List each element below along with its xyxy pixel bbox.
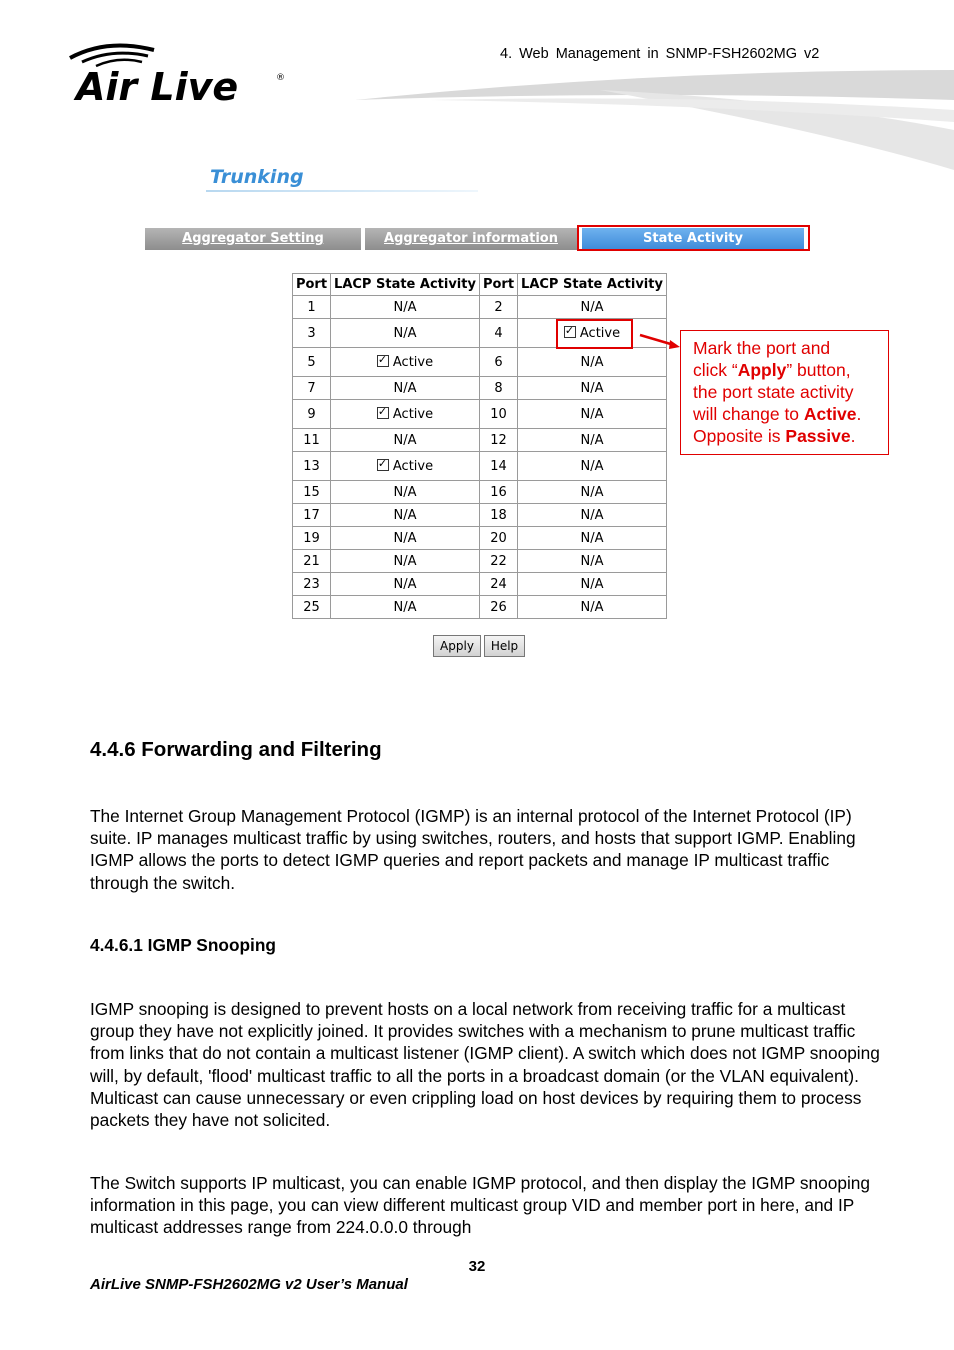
- state-cell: [518, 452, 667, 481]
- trunking-title: Trunking: [210, 166, 304, 188]
- port-cell: [293, 452, 331, 481]
- port-number: 19: [303, 530, 320, 546]
- tab-highlight-box: [577, 225, 810, 251]
- subsection-heading: 4.4.6.1 IGMP Snooping: [90, 935, 276, 955]
- port-number: 2: [494, 299, 503, 315]
- port-number: 24: [490, 576, 507, 592]
- port-cell: [480, 348, 518, 377]
- port-cell: [293, 527, 331, 550]
- port-number: 21: [303, 553, 320, 569]
- title-underline: [206, 190, 478, 192]
- state-cell: [331, 573, 480, 596]
- port-number: 8: [494, 380, 503, 396]
- port-number: 4: [494, 325, 503, 341]
- chapter-header: 4. Web Management in SNMP-FSH2602MG v2: [500, 46, 820, 62]
- state-label: N/A: [393, 325, 417, 341]
- svg-text:®: ®: [276, 73, 285, 83]
- state-label: N/A: [580, 553, 604, 569]
- table-row: [293, 596, 667, 619]
- port-number: 11: [303, 432, 320, 448]
- table-header-row: [293, 274, 667, 296]
- table-row: [293, 504, 667, 527]
- port-cell: [480, 550, 518, 573]
- port-cell: [480, 504, 518, 527]
- state-cell: [518, 504, 667, 527]
- state-label: N/A: [393, 380, 417, 396]
- state-cell: [518, 596, 667, 619]
- port-cell: [480, 573, 518, 596]
- state-cell: [331, 452, 480, 481]
- state-label: N/A: [580, 458, 604, 474]
- state-cell: [518, 481, 667, 504]
- port-cell: [480, 400, 518, 429]
- port-number: 18: [490, 507, 507, 523]
- state-label: N/A: [580, 507, 604, 523]
- state-label: N/A: [580, 354, 604, 370]
- manual-title: AirLive SNMP-FSH2602MG v2 User’s Manual: [90, 1276, 408, 1293]
- state-label: Active: [579, 325, 621, 341]
- callout-line: will change to Active.: [693, 404, 862, 424]
- state-label: N/A: [580, 299, 604, 315]
- port-number: 17: [303, 507, 320, 523]
- port-cell: [480, 596, 518, 619]
- state-label: N/A: [393, 507, 417, 523]
- tab-state-activity[interactable]: State Activity: [582, 228, 804, 250]
- section-heading: 4.4.6 Forwarding and Filtering: [90, 738, 382, 761]
- state-label: N/A: [580, 432, 604, 448]
- state-label: N/A: [580, 406, 604, 422]
- port-cell: [480, 296, 518, 319]
- state-cell: [331, 400, 480, 429]
- port-cell: [480, 319, 518, 348]
- port-number: 12: [490, 432, 507, 448]
- state-label: N/A: [580, 599, 604, 615]
- port-cell: [293, 429, 331, 452]
- port-cell: [480, 452, 518, 481]
- state-label: Active: [392, 354, 434, 370]
- port-number: 5: [307, 354, 316, 370]
- help-button[interactable]: Help: [484, 635, 525, 657]
- port-number: 14: [490, 458, 507, 474]
- port-number: 1: [307, 299, 316, 315]
- port-cell: [293, 319, 331, 348]
- port-cell: [480, 429, 518, 452]
- port-cell: [293, 573, 331, 596]
- state-cell: [331, 319, 480, 348]
- state-cell: [518, 377, 667, 400]
- state-label: N/A: [393, 432, 417, 448]
- state-label: N/A: [393, 299, 417, 315]
- port-cell: [293, 550, 331, 573]
- tab-aggregator-setting[interactable]: Aggregator Setting: [145, 228, 361, 250]
- port-cell: [480, 481, 518, 504]
- state-label: N/A: [580, 530, 604, 546]
- port-cell: [293, 400, 331, 429]
- page-number: 32: [468, 1258, 486, 1275]
- port-4-highlight-box: [556, 319, 633, 349]
- table-row: [293, 348, 667, 377]
- state-cell: [331, 481, 480, 504]
- table-row: [293, 527, 667, 550]
- callout-line: Mark the port and: [693, 338, 831, 358]
- state-label: Active: [392, 458, 434, 474]
- state-cell: [518, 429, 667, 452]
- column-header: LACP State Activity: [331, 274, 480, 296]
- state-label: N/A: [393, 484, 417, 500]
- port-cell: [293, 296, 331, 319]
- state-label: N/A: [393, 576, 417, 592]
- checkbox-checked[interactable]: [377, 459, 389, 471]
- column-header: Port: [480, 274, 518, 296]
- state-cell: [331, 550, 480, 573]
- port-cell: [293, 377, 331, 400]
- column-header: LACP State Activity: [518, 274, 667, 296]
- state-cell: [331, 296, 480, 319]
- port-number: 10: [490, 406, 507, 422]
- state-label: N/A: [393, 530, 417, 546]
- state-cell: [518, 573, 667, 596]
- checkbox-checked[interactable]: [377, 355, 389, 367]
- port-cell: [293, 596, 331, 619]
- port-number: 23: [303, 576, 320, 592]
- port-number: 3: [307, 325, 316, 341]
- state-cell: [518, 527, 667, 550]
- paragraph: IGMP snooping is designed to prevent hosts on a local network from receiving traffic for a multicast group they have not explicitly joined. It provides switches with a mechanism to prune multicast traffic from links that do not contain a multicast listener (IGMP client). A switch which does not IGMP snooping will, by default, 'flood' multicast traffic to all the ports in a broadcast domain (or the VLAN equivalent). Multicast can cause unnecessary or even crippling load on host devices by requiring them to process packets they have not solicited.: [90, 999, 880, 1131]
- state-label: N/A: [393, 599, 417, 615]
- table-row: [293, 377, 667, 400]
- port-number: 15: [303, 484, 320, 500]
- port-cell: [293, 504, 331, 527]
- table-row: [293, 550, 667, 573]
- state-cell: [518, 550, 667, 573]
- port-number: 6: [494, 354, 503, 370]
- port-number: 7: [307, 380, 316, 396]
- port-number: 16: [490, 484, 507, 500]
- checkbox-checked[interactable]: [377, 407, 389, 419]
- paragraph: The Internet Group Management Protocol (IGMP) is an internal protocol of the Internet Protocol (IP) suite. IP manages multicast traffic by using switches, routers, and hosts that support IGMP. Enabling IGMP allows the ports to detect IGMP queries and report packets and manage IP multicast traffic through the switch.: [90, 806, 856, 893]
- table-row: [293, 429, 667, 452]
- callout-line: the port state activity: [693, 382, 854, 402]
- table-row: [293, 296, 667, 319]
- port-number: 25: [303, 599, 320, 615]
- state-label: N/A: [580, 484, 604, 500]
- svg-text:Air Live: Air Live: [76, 65, 239, 109]
- paragraph: The Switch supports IP multicast, you can enable IGMP protocol, and then display the IGMP snooping information in this page, you can view different multicast group VID and member port in here, and IP multicast addresses range from 224.0.0.0 through: [90, 1173, 871, 1238]
- column-header: Port: [293, 274, 331, 296]
- port-number: 9: [307, 406, 316, 422]
- state-cell: [518, 296, 667, 319]
- state-label: N/A: [393, 553, 417, 569]
- state-cell: [331, 504, 480, 527]
- port-number: 13: [303, 458, 320, 474]
- port-cell: [480, 527, 518, 550]
- port-number: 22: [490, 553, 507, 569]
- table-row: [293, 452, 667, 481]
- port-cell: [293, 481, 331, 504]
- table-row: [293, 481, 667, 504]
- tab-aggregator-information[interactable]: Aggregator information: [365, 228, 577, 250]
- instruction-callout: [680, 330, 889, 455]
- callout-arrow-icon: [636, 332, 682, 352]
- table-row: [293, 573, 667, 596]
- port-cell: [293, 348, 331, 377]
- state-cell: [331, 527, 480, 550]
- state-cell: [331, 596, 480, 619]
- header-swoosh: [0, 60, 954, 180]
- callout-line: click “Apply” button,: [693, 360, 851, 380]
- state-cell: [331, 348, 480, 377]
- table-row: [293, 400, 667, 429]
- port-number: 26: [490, 599, 507, 615]
- state-label: N/A: [580, 380, 604, 396]
- port-cell: [480, 377, 518, 400]
- state-label: N/A: [580, 576, 604, 592]
- state-cell: [331, 377, 480, 400]
- callout-line: Opposite is Passive.: [693, 426, 856, 446]
- port-number: 20: [490, 530, 507, 546]
- state-cell: [331, 429, 480, 452]
- apply-button[interactable]: Apply: [433, 635, 481, 657]
- state-label: Active: [392, 406, 434, 422]
- state-cell: [518, 400, 667, 429]
